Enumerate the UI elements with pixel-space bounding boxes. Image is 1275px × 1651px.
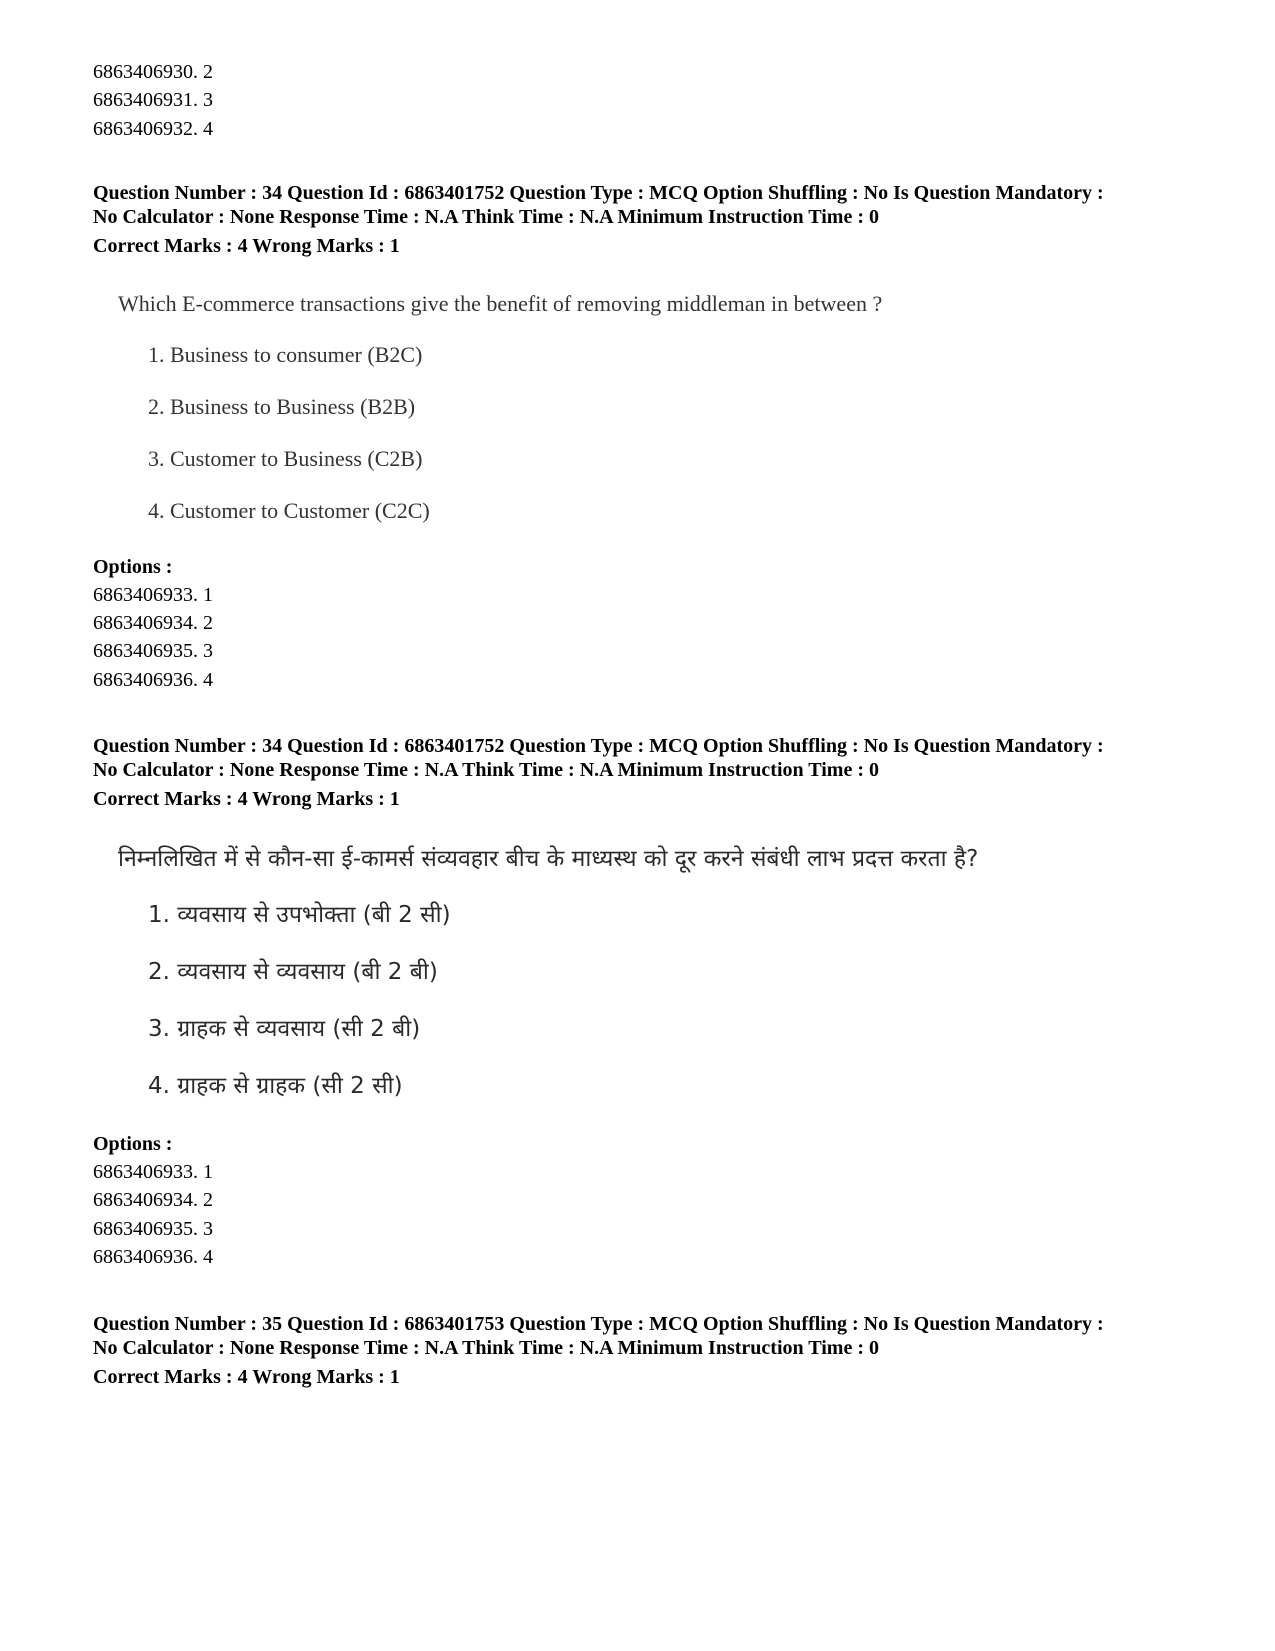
option-line: 6863406936. 4 (93, 669, 213, 691)
question-choice: 2. Business to Business (B2B) (148, 394, 416, 419)
option-line: 6863406933. 1 (93, 584, 213, 606)
question-meta-line-2: No Calculator : None Response Time : N.A Think Time : N.A Minimum Instruction Time : 0 (93, 759, 879, 781)
option-line: 6863406931. 3 (93, 89, 213, 111)
question-choice: 3. ग्राहक से व्यवसाय (सी 2 बी) (148, 1016, 421, 1042)
question-meta (93, 734, 1213, 811)
option-line: 6863406935. 3 (93, 1218, 213, 1240)
question-meta-line-1: Question Number : 34 Question Id : 6863401752 Question Type : MCQ Option Shuffling : No Is Question Mandatory : (93, 735, 1104, 757)
options-label: Options : (93, 1133, 173, 1155)
question-meta-line-2: No Calculator : None Response Time : N.A Think Time : N.A Minimum Instruction Time : 0 (93, 206, 879, 228)
question-choice: 1. Business to consumer (B2C) (148, 342, 423, 367)
question-marks: Correct Marks : 4 Wrong Marks : 1 (93, 1366, 400, 1388)
question-meta-line-2: No Calculator : None Response Time : N.A Think Time : N.A Minimum Instruction Time : 0 (93, 1337, 879, 1359)
option-line: 6863406933. 1 (93, 1161, 213, 1183)
question-marks: Correct Marks : 4 Wrong Marks : 1 (93, 788, 400, 810)
question-choice: 4. Customer to Customer (C2C) (148, 498, 430, 523)
question-text: निम्नलिखित में से कौन-सा ई-कामर्स संव्यवहार बीच के माध्यस्थ को दूर करने संबंधी लाभ प्रदत्त करता है? (118, 846, 979, 872)
question-meta (93, 181, 1213, 258)
option-line: 6863406932. 4 (93, 118, 213, 140)
option-line: 6863406936. 4 (93, 1246, 213, 1268)
question-text-image (118, 290, 883, 523)
option-line: 6863406934. 2 (93, 1189, 213, 1211)
question-marks: Correct Marks : 4 Wrong Marks : 1 (93, 235, 400, 257)
question-choice: 3. Customer to Business (C2B) (148, 446, 423, 471)
question-choice: 4. ग्राहक से ग्राहक (सी 2 सी) (148, 1073, 403, 1099)
question-meta-line-1: Question Number : 35 Question Id : 6863401753 Question Type : MCQ Option Shuffling : No Is Question Mandatory : (93, 1313, 1104, 1335)
question-text-image (118, 845, 979, 1099)
question-text: Which E-commerce transactions give the benefit of removing middleman in between ? (118, 291, 883, 316)
option-line: 6863406935. 3 (93, 640, 213, 662)
question-meta (93, 1312, 1213, 1389)
question-meta-line-1: Question Number : 34 Question Id : 6863401752 Question Type : MCQ Option Shuffling : No Is Question Mandatory : (93, 182, 1104, 204)
question-choice: 1. व्यवसाय से उपभोक्ता (बी 2 सी) (148, 902, 451, 928)
options-label: Options : (93, 556, 173, 578)
question-choice: 2. व्यवसाय से व्यवसाय (बी 2 बी) (148, 959, 438, 985)
option-line: 6863406930. 2 (93, 61, 213, 83)
option-line: 6863406934. 2 (93, 612, 213, 634)
